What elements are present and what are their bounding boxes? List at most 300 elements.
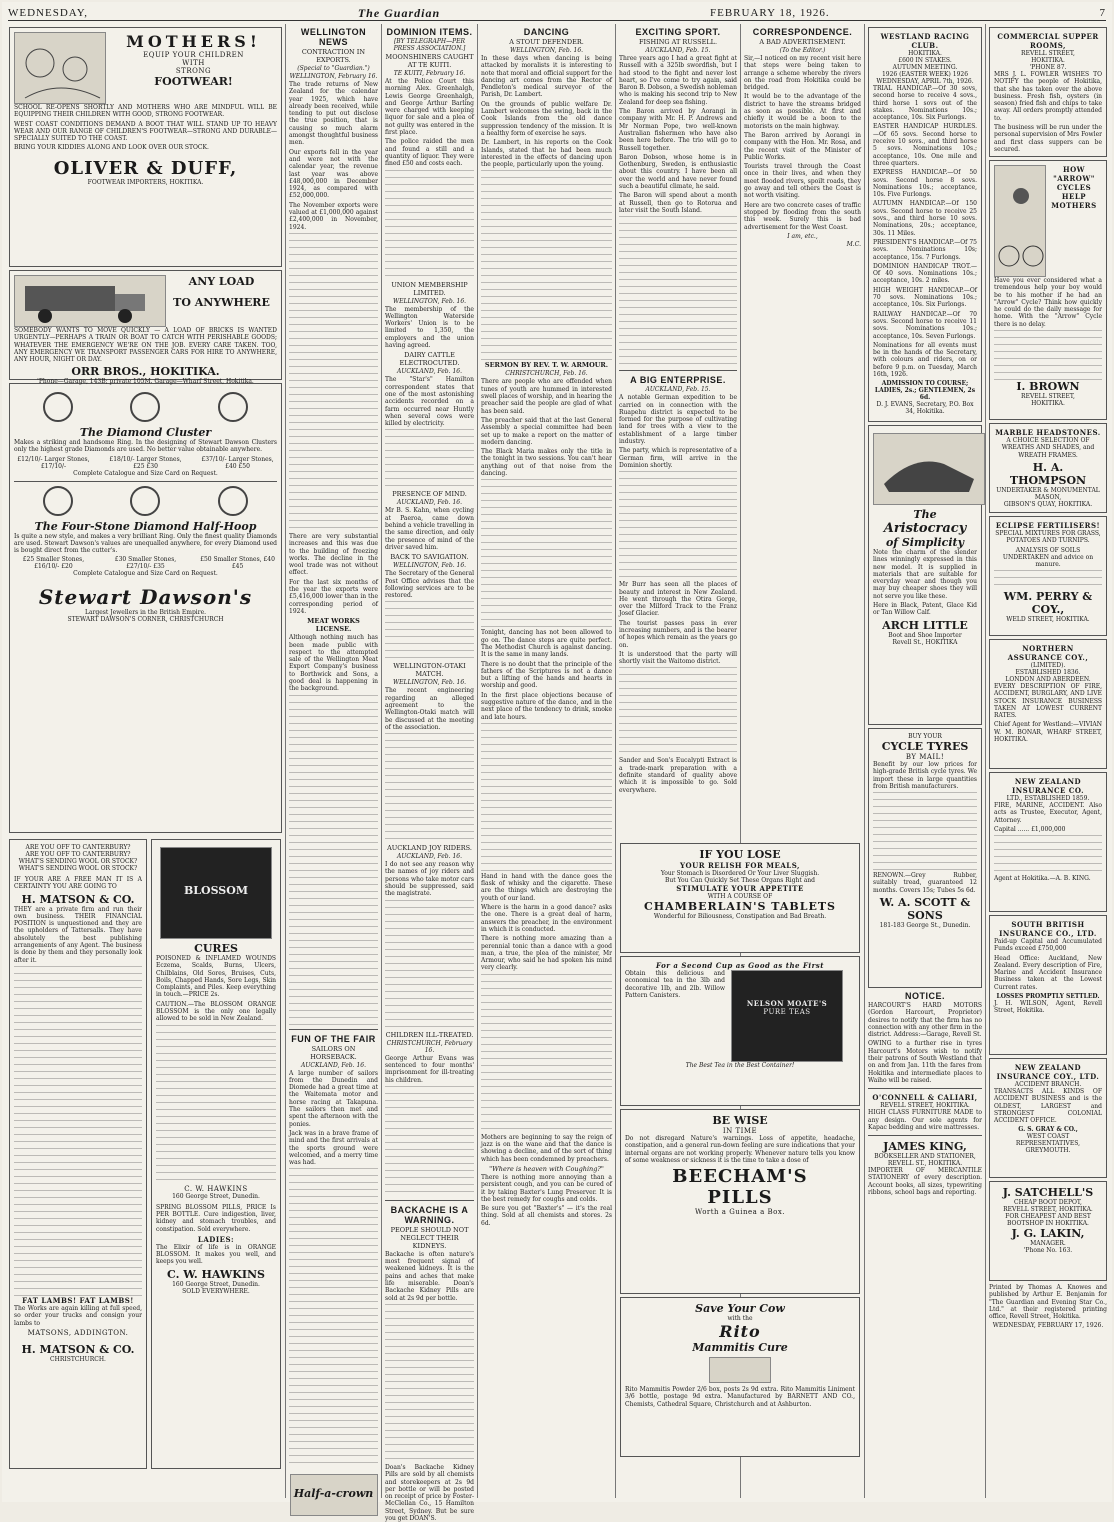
ad-northern-assurance (989, 639, 1107, 769)
race-line: AUTUMN MEETING. (892, 64, 958, 71)
imprint-date: WEDNESDAY, FEBRUARY 17, 1926. (992, 1322, 1104, 1330)
ad-arrow-cycles (989, 160, 1107, 420)
cycle-body: Benefit by our low prices for high-grade British cycle tyres. We import these in large quantities from British manufacturers. (873, 761, 977, 790)
ad-nelson-moates-tea (620, 956, 860, 1106)
blossom-ladies: LADIES: (197, 1234, 235, 1244)
masthead-day: WEDNESDAY, (8, 7, 88, 19)
article-paragraph: The November exports were valued at £1,000,000 against £2,400,000 in November, 1924. (289, 201, 378, 231)
satchell-line: MANAGER. (1030, 1240, 1066, 1247)
article-paragraph: It is understood that the party will shortly visit the Waitomo district. (619, 650, 737, 666)
csr-line: 'PHONE 87. (1029, 64, 1067, 71)
matson-works-firm: MATSONS, ADDINGTON. (27, 1328, 129, 1337)
blossom-pills: SPRING BLOSSOM PILLS, PRICE Is PER BOTTLE. Cure indigestion, liver, kidney and stomach troubles, and constipation. Sold everywhere. (156, 1203, 276, 1233)
dateline: AUCKLAND, Feb. 15. (645, 386, 711, 394)
blossom-box-illustration (160, 847, 272, 939)
matson-intro: IF YOUR ARE A FREE MAN IT IS A CERTAINTY YOU ARE GOING TO (14, 876, 142, 891)
csr-body: MRS J. L. FOWLER WISHES TO NOTIFY the people of Hokitika, that she has taken over the above business. Fresh fish, oysters (in season) fried fish and chips to take away. All orders promptly attended to. (994, 71, 1102, 122)
sb-body: J. H. WILSON, Agent, Revell Street, Hokitika. (994, 1000, 1102, 1015)
article-paragraph: For the last six months of the year the exports were £5,416,000 lower than in the corresponding period of 1924. (289, 578, 378, 615)
newspaper-page (2, 2, 1112, 1522)
satchell-line: CHEAP BOOT DEPOT, (1014, 1199, 1082, 1206)
dawson-price: £12/10/- Larger Stones, £17/10/- (17, 455, 90, 470)
race-event: AUTUMN HANDICAP.—Of 150 sovs. Second horse to receive 25 sovs., and third horse 10 sovs. Nominations, 20s.; acceptance, 30s. 11 Miles. (873, 200, 977, 237)
dawson-body2: Is quite a new style, and makes a very brilliant Ring. Only the finest quality Diamonds are used. Stewart Dawson's values are unequalled anywhere, for every Diamond used is bought direct from the cutter's. (14, 532, 277, 555)
race-admission: ADMISSION TO COURSE; LADIES, 2s.; GENTLEMEN, 2s 6d. (874, 380, 976, 402)
truck-illustration (14, 275, 166, 327)
article-paragraph: Mothers are beginning to say the reign of jazz is on the wane and that the dance is showing a decline, and of the sort of thing which has been condemned by preachers. (481, 1133, 612, 1163)
article-body-text (481, 479, 612, 629)
nac-line: ESTABLISHED 1836. (1015, 669, 1081, 676)
race-event: RAILWAY HANDICAP.—Of 70 sovs. Second horse to receive 11 sovs. Nominations 10s.; acceptance, 10s. Seven Furlongs. (873, 310, 977, 340)
ad-stewart-dawson (9, 383, 282, 833)
oconnell-name: O'CONNELL & CALIARI, (872, 1093, 978, 1103)
matson-line: WHAT'S SENDING WOOL OR STOCK? (18, 865, 138, 872)
article-body-text (385, 1086, 474, 1196)
matson-body: THEY are a private firm and run their own business. THEIR FINANCIAL POSITION is unquestioned and they are the upholders of Tattersalls. They have absolutely the best publishing arrangements of any Agent. The business is done by them and they personally look after it. (14, 905, 142, 964)
headline-exciting-sport: EXCITING SPORT. (635, 27, 721, 37)
lakin-name: J. G. LAKIN, (1011, 1227, 1085, 1240)
mothers-line: STRONG (175, 67, 212, 75)
article-paragraph: There are people who are offended when tunes of youth are hummed in interested swell places of worship, and in hearing the preacher said the people are glad of what has been said. (481, 378, 612, 415)
james-king-sub: BOOKSELLER AND STATIONER, (874, 1153, 976, 1161)
article-paragraph: Although nothing much has been made public with respect to the attempted sale of the Wellington Meat Export Company's business to Borthwick and Sons, a good deal is happening in the background. (289, 634, 378, 693)
arrow-body: Have you ever considered what a tremendous help your boy would be to his mother if he had an "Arrow" Cycle? Think how quickly he could do the daily message for home. With the "Arrow" Cycle there is no delay. (994, 277, 1102, 328)
oconnell-body: HIGH CLASS FURNITURE MADE to any design. Our sole agents for Kapac bedding and wire mattresses. (868, 1109, 982, 1131)
column-2 (286, 24, 382, 1501)
half-a-crown-label: Half-a-crown (293, 1487, 374, 1501)
dawson-title1: The Diamond Cluster (79, 426, 212, 439)
orr-phone: 'Phone—Garage, 143B; private 105M. Garage—Wharf Street, Hokitika. (37, 378, 254, 386)
nac-body: Chief Agent for Westland:—VIVIAN W. M. BONAR, WHARF STREET, HOKITIKA. (994, 721, 1102, 744)
masthead-page-number: 7 (1099, 7, 1106, 19)
blossom-body-text (156, 1025, 276, 1185)
satchell-line: FOR CHEAPEST AND BEST BOOTSHOP IN HOKITIKA. (1005, 1213, 1091, 1227)
race-event: PRESIDENT'S HANDICAP.—Of 75 sovs. Nominations 10s; acceptance, 15s. 7 Furlongs. (873, 238, 977, 261)
subhead: BACK TO SAVIGATION. (390, 553, 469, 562)
ad-beechams (620, 1109, 860, 1294)
article-paragraph: A large number of sailors from the Dunedin and Diomede had a great time at the Waitemata motor and horse racing at Takapuna. The sailors then met and spent the afternoon with the ponies. (289, 1069, 378, 1128)
dateline: CHRISTCHURCH, Feb. 16. (505, 370, 588, 378)
headline-dominion-items: DOMINION ITEMS. (386, 27, 473, 37)
article-paragraph: Jack was in a brave frame of mind and the first arrivals at the sports ground were welcomed, and a merry time was had. (289, 1129, 378, 1167)
race-event: EASTER HANDICAP HURDLES.—Of 65 sovs. Second horse to receive 10 sovs., and third horse 5 sovs. Nominations 10s.; acceptance, 10s. One mile and three quarters. (873, 123, 977, 167)
article-paragraph: The Baron arrived by Aorangi in company with the Hon. Mr. Rosa, and the recent visit of the Minister of Public Works. (744, 131, 861, 161)
race-line: £600 IN STAKES. (898, 57, 952, 64)
article-paragraph: On the grounds of public welfare Dr. Lambert welcomes the swing, back in the Cook Islands from the old dance suppression tendency of the mission. It is a healthy form of exercise he says. (481, 100, 612, 137)
nzi-body: TRANSACTS ALL KINDS OF ACCIDENT BUSINESS and is the OLDEST, LARGEST and STRONGEST COLONIAL ACCIDENT OFFICE. (994, 1088, 1102, 1125)
cow-illustration (709, 1357, 771, 1383)
article-body-text (619, 667, 737, 757)
article-body-text (289, 233, 378, 533)
ring-illustrations (14, 392, 277, 422)
blossom-body: POISONED & INFLAMED WOUNDS Eczema, Scalds, Burns, Ulcers, Chilblains, Old Sores, Bruises, Cuts, Boils, Chapped Hands, Sore Legs, Skin Complaints, and Piles. Keep everything in touch.—PRICE 2s. (156, 955, 276, 999)
subhead: SAILORS ON HORSEBACK. (310, 1044, 357, 1061)
subhead: CONTRACTION IN EXPORTS. (301, 48, 366, 64)
csr-line: REVELL STREET, (1021, 50, 1075, 57)
dateline: WELLINGTON, Feb. 16. (392, 562, 467, 570)
article-paragraph: It would be to the advantage of the district to have the streams bridged as soon as possible. At first and chiefly it would be a boon to the motorists on the main highway. (744, 93, 861, 130)
dateline: WELLINGTON, February 16. (289, 73, 378, 80)
mothers-line: EQUIP YOUR CHILDREN (143, 51, 244, 59)
matson-body-text (14, 966, 142, 1296)
eclipse-body: ANALYSIS OF SOILS UNDERTAKEN and advice on manure. (1002, 546, 1094, 569)
eclipse-title: ECLIPSE FERTILISERS! (995, 521, 1101, 530)
aristocracy-body: Here in Black, Patent, Glace Kid or Tan Willow Calf. (873, 602, 977, 617)
article-paragraph: Where is the harm in a good dance? asks the one. There is a great deal of harm, answers the preacher, in the environment in which it is conducted. (481, 904, 612, 933)
james-king-address: REVELL ST., HOKITIKA. (887, 1160, 963, 1168)
blossom-title: BLOSSOM (183, 884, 249, 897)
chamberlain-line: But You Can Quickly Set These Organs Right and (665, 877, 815, 884)
thompson-name: H. A. THOMPSON (1009, 460, 1087, 487)
column-7 (865, 24, 986, 1498)
article-paragraph: The Baron will spend about a month at Russell, then go to Rotorua and later visit the South Island. (619, 192, 737, 214)
article-paragraph: I do not see any reason why the names of joy riders and persons who take motor cars should be suppressed, said the magistrate. (385, 861, 474, 898)
dawson-firm-address: STEWART DAWSON'S CORNER, CHRISTCHURCH (67, 616, 224, 624)
thompson-sub: UNDERTAKER & MONUMENTAL MASON, (996, 486, 1100, 501)
article-paragraph: The Secretary of the General Post Office advises that the following services are to be restored. (385, 570, 474, 600)
article-paragraph: At the Police Court this morning Alex. Greenhalgh, Lewis George Greenhalgh, and George Arthur Barling were charged with keeping liquor for sale and a plea of not guilty was entered in the first place. (385, 78, 474, 137)
article-body-text (619, 471, 737, 581)
arrow-line: MOTHERS (1051, 201, 1097, 210)
headline-dancing: DANCING (523, 27, 570, 37)
notice-body: OWING to a further rise in tyres Harcourt's Motors wish to notify their patrons of South Westland that on and from Jan. 11th the fares from Hokitika and intermediate places to Waiho will be raised. (868, 1040, 982, 1084)
csr-line: HOKITIKA. (1031, 57, 1065, 64)
mothers-line: FOOTWEAR! (154, 75, 233, 88)
nz-body: Capital ...... £1,000,000 (994, 825, 1066, 833)
brown-name: I. BROWN (1016, 380, 1080, 394)
headline-wellington-news: WELLINGTON NEWS (300, 27, 367, 47)
oconnell-address: REVELL STREET, HOKITIKA. (880, 1102, 970, 1110)
chamberlain-line: WITH A COURSE OF (707, 893, 773, 900)
subhead: A BAD ADVERTISEMENT. (759, 38, 846, 46)
article-body-text (481, 170, 612, 360)
tea-canister-illustration (731, 970, 843, 1062)
subhead: MOONSHINERS CAUGHT AT TE KUITI. (385, 53, 474, 69)
arch-little-sub: Boot and Shoe Importer (888, 631, 962, 639)
satchell-line: 'Phone No. 163. (1023, 1247, 1073, 1254)
dateline: AUCKLAND, Feb. 16. (300, 1061, 367, 1069)
article-paragraph: Sir,—I noticed on my recent visit here that steps were being taken to arrange a scheme whereby the rivers on the road from Hokitika could be bridged. (744, 55, 861, 92)
headline-backache: BACKACHE IS A WARNING. (390, 1204, 469, 1225)
article-paragraph: Dr. Lambert, in his reports on the Cook Islands, stated that he had been much interested in the effects of dancing upon the people, particularly upon the young. (481, 139, 612, 169)
chamberlain-brand: CHAMBERLAIN'S TABLETS (644, 900, 836, 913)
matson-line: ARE YOU OFF TO CANTERBURY? (25, 844, 131, 851)
headline-correspondence: CORRESPONDENCE. (752, 27, 853, 37)
article-paragraph: The party, which is representative of a German firm, will arrive in the Dominion shortly. (619, 447, 737, 469)
subhead: AUCKLAND JOY RIDERS. (387, 844, 472, 853)
article-body-text (385, 900, 474, 1030)
subhead: A STOUT DEFENDER. (509, 38, 584, 46)
article-paragraph: There are very substantial increases and this was due to the building of freezing works. The decline in the wool trade was not without effect. (289, 532, 378, 577)
blossom-sold: SOLD EVERYWHERE. (182, 1287, 250, 1295)
ad-marble-headstones (989, 423, 1107, 513)
tea-body: Obtain this delicious and economical tea in the 3lb and decorative 1lb, and 2lb. Willow Pattern Canisters. (625, 970, 725, 999)
tea-tagline: The Best Tea in the Best Container! (685, 1062, 795, 1069)
masthead (8, 6, 1106, 21)
tea-brand: NELSON MOATE'S (746, 999, 828, 1008)
ad-orr-bros (9, 270, 282, 386)
ad-south-british-insurance (989, 915, 1107, 1055)
aristocracy-brand: Aristocracy (883, 521, 967, 536)
masthead-date: FEBRUARY 18, 1926. (710, 7, 830, 19)
article-paragraph: The police raided the men and found a still and a quantity of liquor. They were fined £50 and costs each. (385, 138, 474, 168)
blossom-firm: C. W. HAWKINS (167, 1267, 265, 1281)
chamberlain-line: IF YOU LOSE (699, 848, 781, 861)
rito-brand: Rito (719, 1322, 761, 1341)
signature-initials: M.C. (846, 240, 861, 248)
article-paragraph: Here are two concrete cases of traffic stopped by flooding from the south this week. Surely this is bad advertisement for the West Coast. (744, 201, 861, 231)
cycle-body-text (873, 792, 977, 872)
sb-body: Head Office: Auckland, New Zealand. Every description of Fire, Marine and Accident Insurance Business taken at the Lowest Current rates. (994, 954, 1102, 991)
orr-line2: TO ANYWHERE (173, 296, 270, 309)
nz-body: FIRE, MARINE, ACCIDENT. Also acts as Trustee, Executor, Agent, Attorney. (994, 802, 1102, 824)
ad-satchells (989, 1181, 1107, 1281)
column-4 (478, 24, 616, 1498)
arrow-line: "ARROW" (1053, 174, 1095, 183)
ring-illustrations (14, 486, 277, 516)
notice-title: NOTICE. (904, 991, 945, 1001)
mothers-body: WEST COAST CONDITIONS DEMAND A BOOT THAT WILL STAND UP TO HEAVY WEAR AND OUR RANGE OF CHILDREN'S FOOTWEAR—STRONG AND DURABLE—SPECIALLY SUITED TO THE COAST. (14, 120, 277, 143)
race-secretary: D. J. EVANS, Secretary, P.O. Box 34, Hokitika. (876, 401, 974, 416)
article-body-text (289, 1168, 378, 1468)
brown-address: HOKITIKA. (1031, 400, 1065, 408)
blossom-addr: 160 George Street, Dunedin. (172, 1192, 260, 1200)
signature: I am, etc., (787, 232, 818, 240)
orr-body: SOMEBODY WANTS TO MOVE QUICKLY — A LOAD OF BRICKS IS WANTED URGENTLY—PERHAPS A TRAIN OR BOAT TO CATCH WITH PERISHABLE GOODS; WHATEVER THE EMERGENCY WE'RE ON THE JOB. EVERY CARE TAKEN. TOO, ANY EMERGENCY WE TRANSPORT PASSENGER CARS FOR HIRE TO ANYWHERE, ANY HOUR, NIGHT OR DAY. (14, 327, 277, 364)
dateline: (Special to "Guardian.") (297, 65, 370, 72)
dateline: AUCKLAND, Feb. 16. (396, 368, 463, 376)
aristocracy-line: The (913, 508, 937, 521)
mothers-body: SCHOOL RE-OPENS SHORTLY AND MOTHERS WHO ARE MINDFUL WILL BE EQUIPPING THEIR CHILDREN WITH GOOD, STRONG FOOTWEAR. (14, 104, 277, 119)
subhead: PEOPLE SHOULD NOT NEGLECT THEIR KIDNEYS. (390, 1225, 469, 1250)
article-paragraph: There is no doubt that the principle of the fathers of the Scriptures is not a dance but a lifting of the hands and hearts in worship and good. (481, 660, 612, 690)
article-paragraph: Our exports fell in the year and were not with the calendar year, the revenue last year was above £48,000,000 in December 1924, as compared with £52,000,000. (289, 148, 378, 200)
ad-commercial-supper-rooms (989, 27, 1107, 157)
beecham-brand: PILLS (707, 1187, 773, 1209)
dawson-price: £37/10/- Larger Stones, £40 £50 (201, 455, 274, 470)
beecham-body: Do not disregard Nature's warnings. Loss of appetite, headache, constipation, and a general run-down feeling are sure indications that your internal organs are not working properly. Whenever nature tells you know of some weakness or sickness it is the time to take a dose of (625, 1135, 855, 1164)
race-line: HOKITIKA. (908, 50, 942, 57)
children-illustration (14, 32, 106, 104)
dawson-body1: Makes a striking and handsome Ring. In the designing of Stewart Dawson Clusters only the highest grade Diamonds are used. No better value obtainable anywhere. (14, 439, 277, 454)
arch-little-address: Revell St., HOKITIKA (892, 638, 958, 646)
arrow-body-text (994, 330, 1102, 380)
mothers-line: WITH (182, 59, 205, 67)
tea-brand-sub: PURE TEAS (763, 1008, 811, 1016)
article-paragraph: Three years ago I had a great fight at Russell with a 325lb swordfish, but I had stood to the fight and never lost heart, so I've come to try again, said Baron B. Dobson, a Swedish nobleman who is making his second trip to New Zealand for deep sea fishing. (619, 55, 737, 106)
article-paragraph: The trade returns of New Zealand for the calendar year 1925, which have already been received, while tending to put out disclose the true position, that is causing so much alarm amongst thoughtful business men. (289, 81, 378, 147)
ad-chamberlains (620, 843, 860, 953)
ad-rito-mammitis (620, 1297, 860, 1457)
article-paragraph: The recent engineering regarding an alleged agreement to the Wellington-Otaki match will be discussed at the meeting of the association. (385, 687, 474, 731)
article-body-text (385, 429, 474, 489)
dateline: WELLINGTON, Feb. 16. (509, 47, 584, 54)
article-body-text (385, 170, 474, 280)
article-paragraph: George Arthur Evans was sentenced to four months' imprisonment for ill-treating his children. (385, 1054, 474, 1084)
rito-line: with the (727, 1315, 753, 1322)
dawson-price: £25 Smaller Stones, £16/10/- £20 (22, 556, 85, 571)
nz-body-text (994, 835, 1102, 875)
subhead: DAIRY CATTLE ELECTROCUTED. (399, 351, 460, 368)
ad-arch-little (868, 425, 982, 725)
dawson-catalogue: Complete Catalogue and Size Card on Request. (73, 570, 218, 578)
eclipse-body-text (994, 570, 1102, 590)
subhead: UNION MEMBERSHIP LIMITED. (391, 280, 468, 297)
matson-works: The Works are again killing at full speed, so order your trucks and consign your lambs to (14, 1304, 142, 1327)
ad-orange-blossom (151, 839, 281, 1469)
dawson-title2: The Four-Stone Diamond Half-Hoop (34, 519, 257, 533)
james-king-body: IMPORTER OF MERCANTILE STATIONERY of every description. Account books, all sizes, typewriting ribbons, school bags and reporting. (868, 1167, 982, 1197)
chamberlain-line: YOUR RELISH FOR MEALS, (680, 861, 800, 870)
dateline: CHRISTCHURCH, February 16. (386, 1039, 473, 1054)
article-paragraph: Tourists travel through the Coast once in their lives, and when they meet flooded rivers, spoilt roads, they go away and tell others the Coast is not worth visiting. (744, 163, 861, 200)
subhead: SERMON BY REV. T. W. ARMOUR. (484, 361, 609, 370)
matson-firm2: H. MATSON & CO. (21, 1342, 135, 1356)
article-paragraph: In the first place objections because of suggestive nature of the dance, and in the next place of the tendency to drink, smoke and late hours. (481, 691, 612, 721)
dateline: (To the Editor.) (779, 47, 826, 54)
article-paragraph: Sander and Son's Eucalypti Extract is a trade-mark preparation with a definite standard of quality above which it is impossible to go. Sold everywhere. (619, 757, 737, 794)
aristocracy-line: of Simplicity (885, 536, 965, 549)
nzi-line: WEST COAST REPRESENTATIVES, GREYMOUTH. (1015, 1133, 1081, 1155)
nac-line: (LIMITED). (1030, 662, 1066, 669)
article-paragraph: There is nothing more annoying than a persistent cough, and you can be cured of it by taking Baxter's Lung Preserver. It is the best remedy for coughs and colds. (481, 1173, 612, 1203)
cycle-line: BY MAIL! (905, 753, 945, 761)
nz-title: NEW ZEALAND INSURANCE CO. (1011, 777, 1085, 795)
nz-line: LTD., ESTABLISHED 1859. (1006, 795, 1090, 802)
oliver-duff-name: OLIVER & DUFF, (53, 157, 238, 179)
column-1 (6, 24, 286, 1498)
dateline: TE KUITI, February 16. (393, 70, 466, 77)
dawson-catalogue: Complete Catalogue and Size Card on Request. (73, 469, 218, 477)
tea-headline: For a Second Cup as Good as the First (656, 961, 824, 970)
rito-body: Rito Mammitis Powder 2/6 box, posts 2s 9d extra. Rito Mammitis Liniment 3/6 bottle, postage 9d extra. Manufactured by BARNETT AND CO., Chemists, Cathedral Square, Christchurch and at Ashburton. (625, 1386, 855, 1408)
subhead: FISHING AT RUSSELL. (638, 38, 718, 46)
blossom-addr: 160 George Street, Dunedin. (172, 1280, 260, 1288)
beecham-line: IN TIME (722, 1127, 758, 1135)
race-event: DOMINION HANDICAP TROT.—Of 40 sovs. Nominations 10s.; acceptance, 10s. 2 miles. (873, 262, 977, 285)
article-body-text (385, 1304, 474, 1464)
arrow-line: HOW (1062, 165, 1086, 174)
marble-body: A CHOICE SELECTION OF WREATHS AND SHADES, and WREATH FRAMES. (1001, 437, 1095, 459)
subhead: PRESENCE OF MIND. (392, 490, 467, 499)
ad-nz-insurance-accident (989, 1058, 1107, 1178)
mothers-title: MOTHERS! (126, 32, 261, 51)
beecham-line: BE WISE (712, 1114, 768, 1127)
dawson-price: £50 Smaller Stones, £40 £45 (200, 556, 275, 571)
marble-title: MARBLE HEADSTONES. (995, 428, 1101, 437)
eclipse-body: SPECIAL MIXTURES FOR GRASS, POTATOES AND TURNIPS. (995, 530, 1101, 545)
article-body-text (481, 974, 612, 1134)
matson-line: WHAT'S SENDING WOOL OR STOCK? (18, 858, 138, 865)
headline-fun-of-the-fair: FUN OF THE FAIR (291, 1033, 376, 1044)
matson-line: ARE YOU OFF TO CANTERBURY? (25, 851, 131, 858)
headline-big-enterprise: A BIG ENTERPRISE. (630, 375, 726, 386)
csr-title: COMMERCIAL SUPPER ROOMS, (997, 32, 1099, 50)
article-paragraph: Backache is often nature's most frequent signal of weakened kidneys. It is the pains and aches that make life miserable. Doan's Backache Kidney Pills are sold at 2s 9d per bottle. (385, 1250, 474, 1302)
nz-body: Agent at Hokitika.—A. B. KING. (994, 875, 1091, 883)
article-paragraph: The Black Maria makes only the title in the tonight in two sessions. You can't hear anything out of that noise from the dancing. (481, 448, 612, 478)
article-paragraph: The membership of the Wellington Waterside Workers' Union is to be limited to 1,350, the employers and the union having agreed. (385, 305, 474, 350)
nac-body: EVERY DESCRIPTION OF FIRE, ACCIDENT, BURGLARY, AND LIVE STOCK INSURANCE BUSINESS TAKEN AT LOWEST CURRENT RATES. (994, 683, 1102, 720)
article-paragraph: The preacher said that at the last General Assembly a special committee had been set up to make a report on the matter of modern dancing. (481, 416, 612, 446)
race-line: WEDNESDAY, APRIL 7th, 1926. (876, 78, 974, 85)
article-body-text (385, 733, 474, 843)
dateline: WELLINGTON, Feb. 16. (392, 297, 467, 305)
race-event: Nominations for all events must be in the hands of the Secretary, with colours and riders, on or before 9 p.m. on Tuesday, March 16th, 1926. (873, 341, 977, 378)
sb-line: LOSSES PROMPTLY SETTLED. (996, 993, 1100, 1001)
blossom-ladies-body: The Elixir of life is in ORANGE BLOSSOM. It makes you well, and keeps you well. (156, 1243, 276, 1266)
notice-body: HARCOURT'S HARD MOTORS (Gordon Harcourt, Proprietor) desires to notify that the firm has no connection with any other firm in the district. Address:—Garage, Revell St. (868, 1002, 982, 1039)
scott-sons-address: 181-183 George St., Dunedin. (879, 922, 971, 930)
article-body-text (481, 723, 612, 873)
james-king-name: JAMES KING, (883, 1140, 967, 1154)
sb-title: SOUTH BRITISH INSURANCE CO., LTD. (999, 920, 1097, 938)
blossom-caution: CAUTION.—The BLOSSOM ORANGE BLOSSOM is the only one legally allowed to be sold in New Zealand. (156, 1000, 276, 1023)
beecham-brand: BEECHAM'S (672, 1166, 808, 1188)
article-paragraph: The Baron arrived by Aorangi in company with Mr. H. P. Andrews and Mr Norman Pope, two well-known Australian fishermen who have also been here before. The trio will go to Russell together. (619, 108, 737, 152)
scott-sons-name: W. A. SCOTT & SONS (879, 896, 971, 923)
dateline: AUCKLAND, Feb. 15. (645, 47, 711, 54)
dateline: AUCKLAND, Feb. 16. (396, 853, 463, 861)
blossom-firm: C. W. HAWKINS (184, 1184, 248, 1193)
masthead-title: The Guardian (357, 5, 441, 20)
ad-mothers-footwear (9, 27, 282, 267)
article-paragraph: The "Star's" Hamilton correspondent states that one of the most astonishing accidents recorded on a farm occurred near Huntly when several cows were killed by electricity. (385, 376, 474, 428)
nac-line: LONDON AND ABERDEEN. (1005, 676, 1091, 683)
race-event: EXPRESS HANDICAP.—Of 50 sovs. Second horse 8 sovs. Nominations 10s.; acceptance, 10s. Five Furlongs. (873, 169, 977, 199)
arch-little-name: ARCH LITTLE (882, 618, 968, 632)
dateline: [BY TELEGRAPH—PER PRESS ASSOCIATION.] (393, 38, 466, 52)
chamberlain-line: Your Stomach is Disordered Or Your Liver Sluggish. (660, 870, 820, 877)
sb-body: Paid-up Capital and Accumulated Funds exceed £750,000 (994, 938, 1102, 953)
beecham-tagline: Worth a Guinea a Box. (694, 1208, 786, 1217)
article-paragraph: In these days when dancing is being attacked by moralists it is interesting to note that moral and official support for the dancing art comes from the Rector of Pendleton's medical surveyor of the Parish, Dr. Lambert. (481, 55, 612, 99)
article-paragraph: Mr B. S. Kahn, when cycling at Paeroa, came down behind a vehicle travelling in the same direction, and only the presence of mind of the driver saved him. (385, 507, 474, 551)
race-event: TRIAL HANDICAP.—Of 30 sovs, second horse to receive 4 sovs., third horse 1 sovs out of the stakes. Nominations 10s.; acceptance, 10s. Six Furlongs. (873, 85, 977, 122)
cycle-title: CYCLE TYRES (881, 740, 969, 753)
shoe-illustration (873, 433, 985, 505)
dawson-firm-sub: Largest Jewellers in the British Empire. (84, 609, 207, 617)
ad-nz-insurance (989, 772, 1107, 912)
orr-firm: ORR BROS., HOKITIKA. (71, 365, 220, 379)
article-body-text (385, 601, 474, 661)
arrow-line: CYCLES (1056, 183, 1092, 192)
article-paragraph: Tonight, dancing has not been allowed to go on. The dance steps are quite perfect. The Methodist Church is against dancing. It is the same in many lands. (481, 629, 612, 659)
article-paragraph: There is nothing more amazing than a perennial tonic than a dance with a good man, a true, the plea of the minister, Mr Armour, who said he had spoken his mind very clearly. (481, 935, 612, 972)
article-paragraph: Baron Dobson, whose home is in Gothenburg, Sweden, is enthusiastic about this country. I have been all over the world and have never found such a beautiful climate, he said. (619, 153, 737, 191)
chamberlain-line: STIMULATE YOUR APPETITE (676, 884, 804, 893)
dateline: WELLINGTON, Feb. 16. (392, 679, 467, 687)
cycle-line: BUY YOUR (908, 733, 942, 740)
dawson-price: £30 Smaller Stones, £27/10/- £35 (114, 556, 177, 571)
perry-address: WELD STREET, HOKITIKA. (1006, 616, 1090, 624)
matson-city: CHRISTCHURCH. (50, 1355, 106, 1363)
chamberlain-line: Wonderful for Biliousness, Constipation and Bad Breath. (653, 913, 827, 920)
ad-eclipse-fertilisers (989, 516, 1107, 636)
matson-fat-lambs: FAT LAMBS! FAT LAMBS! (22, 1295, 134, 1305)
subhead: CHILDREN ILL-TREATED. (385, 1030, 474, 1039)
perry-name: WM. PERRY & COY., (1003, 590, 1093, 617)
article-body-text (289, 695, 378, 1025)
nzi-line: G. S. GRAY & CO., (1018, 1126, 1078, 1134)
race-line: 1926 (EASTER WEEK) 1926 (881, 71, 969, 78)
arrow-line: HELP (1061, 192, 1087, 201)
matson-firm: H. MATSON & CO. (21, 892, 135, 906)
rito-line: Mammitis Cure (692, 1341, 788, 1354)
satchell-name: J. SATCHELL'S (1002, 1186, 1094, 1199)
dawson-price: £18/10/- Larger Stones, £25 £30 (109, 455, 182, 470)
article-body-text (619, 216, 737, 366)
